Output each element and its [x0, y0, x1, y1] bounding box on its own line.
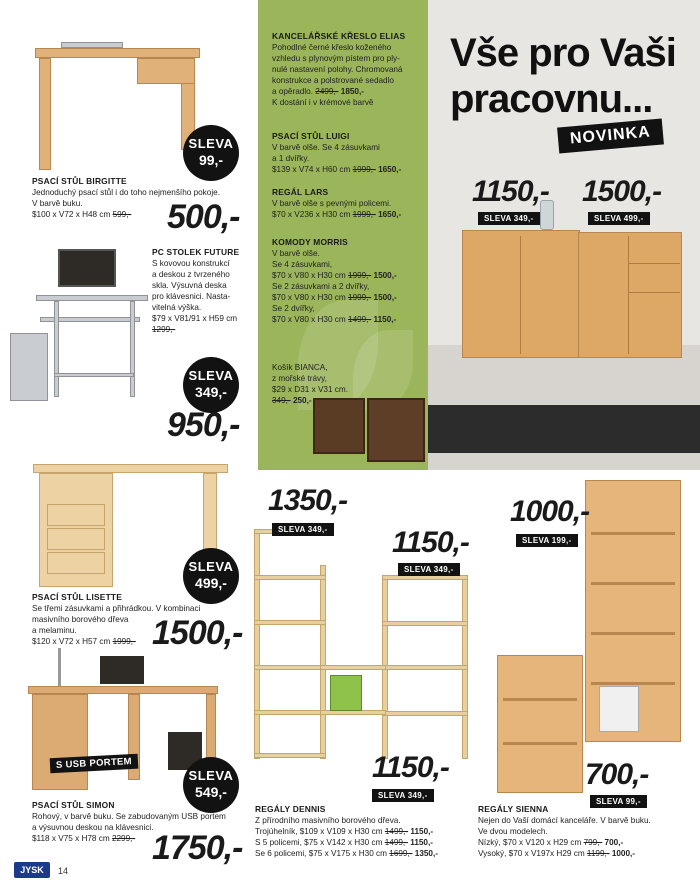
desk-leg: [54, 301, 59, 397]
morris-old-price: 1999,-: [348, 271, 372, 280]
lars-desc: V barvě olše s pevnými policemi.: [272, 199, 392, 208]
birgitte-desc: V barvě buku.: [32, 199, 83, 208]
future-old-price: 1299,-: [152, 325, 176, 334]
future-dims: $79 x V81/91 x H59 cm: [152, 314, 238, 323]
shelf-board: [254, 575, 326, 580]
luigi-block: [272, 131, 424, 175]
future-desc: vitelná výška.: [152, 303, 202, 312]
chest-divider: [628, 292, 680, 293]
hero-title-line: pracovnu...: [450, 77, 653, 121]
shelf-board: [503, 742, 577, 745]
chest-divider: [628, 263, 680, 264]
elias-block: [272, 31, 424, 108]
pc-tower: [10, 333, 48, 401]
birgitte-desc: Jednoduchý psací stůl i do toho nejmenšího pokoje.: [32, 188, 220, 197]
luigi-new-price: 1650,-: [378, 165, 402, 174]
future-desc: skla. Výsuvná deska: [152, 281, 227, 290]
elias-price-prefix: a opěradlo.: [272, 87, 313, 96]
shelf-board: [254, 620, 326, 625]
future-desc: S kovovou konstrukcí: [152, 259, 230, 268]
lars-new-price: 1650,-: [378, 210, 402, 219]
desk-top: [28, 686, 218, 694]
hero-price-left: 1150,-: [472, 175, 549, 208]
luigi-dims: $139 x V74 x H60 cm: [272, 165, 351, 174]
dennis-variant: Trojúhelník, $109 x V109 x H30 cm: [255, 827, 383, 836]
bianca-desc: $29 x D31 x V31 cm.: [272, 385, 348, 394]
desk-top: [33, 464, 228, 473]
birgitte-old-price: 599,-: [112, 210, 132, 219]
dennis-block: [255, 804, 495, 859]
lisette-price: 1500,-: [152, 614, 243, 652]
birgitte-sleva-circle: [183, 125, 239, 181]
luigi-desc: V barvě olše. Se 4 zásuvkami: [272, 143, 380, 152]
drawer: [47, 504, 105, 526]
desk-drawer: [137, 58, 195, 84]
sleva-value: 99,-: [198, 152, 224, 168]
future-block: [152, 247, 252, 335]
drawer: [47, 528, 105, 550]
shelf-board: [382, 711, 468, 716]
jysk-logo: JYSK: [14, 862, 50, 878]
lars-old-price: 1999,-: [352, 210, 376, 219]
elias-new-price: 1850,-: [340, 87, 364, 96]
simon-price: 1750,-: [152, 829, 243, 867]
dennis-new-price: 1150,-: [410, 827, 434, 836]
lisette-desc: masivního borového dřeva: [32, 615, 129, 624]
basket-image: [313, 398, 365, 454]
shelf-post: [254, 529, 260, 759]
dennis-price-c: 1150,-: [372, 751, 449, 784]
morris-new-price: 1150,-: [373, 315, 397, 324]
desk-lamp: [58, 648, 61, 686]
sleva-value: 349,-: [195, 384, 227, 400]
simon-old-price: 2299,-: [111, 834, 136, 843]
dennis-old-price: 1499,-: [384, 827, 409, 836]
simon-dims: $118 x V75 x H78 cm: [32, 834, 110, 843]
side-unit: [32, 694, 88, 790]
sleva-label: SLEVA: [188, 136, 234, 151]
lars-title: REGÁL LARS: [272, 187, 329, 197]
sienna-new-price: 1000,-: [611, 849, 636, 858]
hero-title-line: Vše pro Vaši: [450, 31, 676, 75]
elias-desc: vzhledu s plynovým pístem pro ply-: [272, 54, 400, 63]
lisette-title: PSACÍ STŮL LISETTE: [32, 592, 122, 602]
shelf-board: [591, 632, 675, 635]
low-bookcase: [497, 655, 583, 793]
hero-price-right: 1500,-: [582, 175, 662, 208]
morris-title: KOMODY MORRIS: [272, 237, 348, 247]
bianca-desc: z mořské trávy,: [272, 374, 327, 383]
elias-old-price: 2499,-: [315, 87, 339, 96]
sienna-variant: Vysoký, $70 x V197x H29 cm: [478, 849, 585, 858]
bianca-old-price: 349,-: [272, 396, 291, 405]
lars-dims: $70 x V236 x H30 cm: [272, 210, 351, 219]
elias-desc: konstrukce a polstrované sedadlo: [272, 76, 394, 85]
shelf-board: [320, 665, 386, 670]
morris-old-price: 1999,-: [348, 293, 372, 302]
elias-title: KANCELÁŘSKÉ KŘESLO ELIAS: [272, 31, 406, 41]
future-price: 950,-: [167, 406, 240, 444]
desk-top: [35, 48, 200, 58]
lisette-dims: $120 x V72 x H57 cm: [32, 637, 111, 646]
simon-title: PSACÍ STŮL SIMON: [32, 800, 115, 810]
monitor: [58, 249, 116, 287]
dennis-old-price: 1499,-: [384, 838, 408, 847]
sienna-old-price: 1199,-: [586, 849, 610, 858]
morris-variant-label: Se 4 zásuvkami,: [272, 260, 333, 269]
dennis-old-price: 1699,-: [389, 849, 413, 858]
dennis-price-b: 1150,-: [392, 526, 469, 559]
binders: [599, 686, 639, 732]
future-desc: a deskou z tvrzeného: [152, 270, 230, 279]
morris-old-price: 1499,-: [348, 315, 372, 324]
desk-leg: [130, 301, 135, 397]
luigi-desc: a 1 dvířky.: [272, 154, 310, 163]
sleva-value: 499,-: [195, 575, 227, 591]
sienna-desc: Nejen do Vaší domácí kanceláře. V barvě buku.: [478, 816, 651, 825]
dennis-price-a: 1350,-: [268, 484, 348, 517]
novinka-badge: NOVINKA: [557, 118, 664, 153]
dennis-sleva-tag-b: SLEVA 349,-: [398, 563, 460, 576]
sienna-new-price: 700,-: [604, 838, 624, 847]
lisette-old-price: 1999,-: [112, 637, 136, 646]
shelf-board: [591, 682, 675, 685]
dennis-variant: S 5 policemi, $75 x V142 x H30 cm: [255, 838, 383, 847]
sienna-sleva-tag-b: SLEVA 99,-: [590, 795, 647, 808]
dennis-variant: Se 6 policemi, $75 x V175 x H30 cm: [255, 849, 387, 858]
sienna-price-a: 1000,-: [510, 495, 590, 528]
lars-block: [272, 187, 424, 220]
morris-dims: $70 x V80 x H30 cm: [272, 315, 346, 324]
hero-title: [450, 30, 676, 122]
shelf-board: [591, 532, 675, 535]
sleva-value: 549,-: [195, 784, 227, 800]
lisette-desc: a melaminu.: [32, 626, 77, 635]
birgitte-price: 500,-: [167, 198, 240, 236]
simon-usb-tag: S USB PORTEM: [50, 754, 139, 774]
morris-variant-label: Se 2 dvířky,: [272, 304, 315, 313]
luigi-old-price: 1999,-: [352, 165, 376, 174]
future-sleva-circle: [183, 357, 239, 413]
sleva-label: SLEVA: [188, 368, 234, 383]
elias-desc: Pohodlné černé křeslo koženého: [272, 43, 392, 52]
sienna-old-price: 799,-: [583, 838, 603, 847]
hero-sleva-tag-left: SLEVA 349,-: [478, 212, 540, 225]
shelf-board: [254, 710, 326, 715]
sienna-desc: Ve dvou modelech.: [478, 827, 548, 836]
chest-divider: [520, 236, 521, 354]
shelf-board: [254, 753, 326, 758]
chest-divider: [628, 236, 629, 354]
luigi-title: PSACÍ STŮL LUIGI: [272, 131, 350, 141]
sienna-sleva-tag-a: SLEVA 199,-: [516, 534, 578, 547]
future-title: PC STOLEK FUTURE: [152, 247, 240, 257]
dennis-new-price: 1350,-: [414, 849, 438, 858]
dennis-sleva-tag-c: SLEVA 349,-: [372, 789, 434, 802]
elias-note: K dostání i v krémové barvě: [272, 98, 374, 107]
dennis-new-price: 1150,-: [410, 838, 433, 847]
simon-desc: Rohový, v barvě buku. Se zabudovaným USB portem: [32, 812, 226, 821]
shelf-post: [320, 565, 326, 759]
dennis-desc: Z přírodního masivního borového dřeva.: [255, 816, 401, 825]
bianca-desc: Košík BIANCA,: [272, 363, 328, 372]
desk-leg: [39, 58, 51, 170]
simon-desc: a výsuvnou deskou na klávesnici.: [32, 823, 154, 832]
morris-dims: $70 x V80 x H30 cm: [272, 293, 346, 302]
elias-desc: nulé nastavení polohy. Chromovaná: [272, 65, 403, 74]
shelf-board: [254, 665, 326, 670]
sleva-label: SLEVA: [188, 559, 234, 574]
morris-new-price: 1500,-: [373, 293, 397, 302]
shelf-board: [382, 665, 468, 670]
morris-variant-label: Se 2 zásuvkami a 2 dvířky,: [272, 282, 370, 291]
lisette-desc: Se třemi zásuvkami a přihrádkou. V kombinaci: [32, 604, 201, 613]
morris-new-price: 1500,-: [373, 271, 397, 280]
laptop: [61, 42, 123, 48]
laptop: [100, 656, 144, 684]
page-number: 14: [58, 866, 69, 876]
drawer: [47, 552, 105, 574]
sienna-variant: Nízký, $70 x V120 x H29 cm: [478, 838, 582, 847]
sienna-title: REGÁLY SIENNA: [478, 804, 549, 814]
future-desc: pro klávesnici. Nasta-: [152, 292, 231, 301]
birgitte-desk-image: [35, 48, 200, 58]
sienna-block: [478, 804, 693, 859]
morris-desc: V barvě olše.: [272, 249, 320, 258]
hero-sleva-tag-right: SLEVA 499,-: [588, 212, 650, 225]
dennis-sleva-tag-a: SLEVA 349,-: [272, 523, 334, 536]
shelf-board: [382, 621, 468, 626]
morris-chest-image: [578, 232, 682, 358]
sleva-label: SLEVA: [188, 768, 234, 783]
bottom-shelf: [54, 373, 134, 377]
birgitte-title: PSACÍ STŮL BIRGITTE: [32, 176, 127, 186]
dennis-title: REGÁLY DENNIS: [255, 804, 326, 814]
birgitte-dims: $100 x V72 x H48 cm: [32, 210, 111, 219]
dennis-shelves-image: [250, 525, 480, 765]
basket-image: [367, 398, 425, 462]
shelf-board: [503, 698, 577, 701]
bianca-new-price: 250,-: [292, 396, 312, 405]
morris-dims: $70 x V80 x H30 cm: [272, 271, 346, 280]
morris-chest-image: [462, 230, 580, 358]
shelf-board: [591, 582, 675, 585]
morris-block: [272, 237, 424, 325]
green-binders: [330, 675, 362, 711]
sienna-price-b: 700,-: [585, 758, 649, 791]
future-desk-image: [10, 245, 150, 405]
rug: [428, 405, 700, 453]
